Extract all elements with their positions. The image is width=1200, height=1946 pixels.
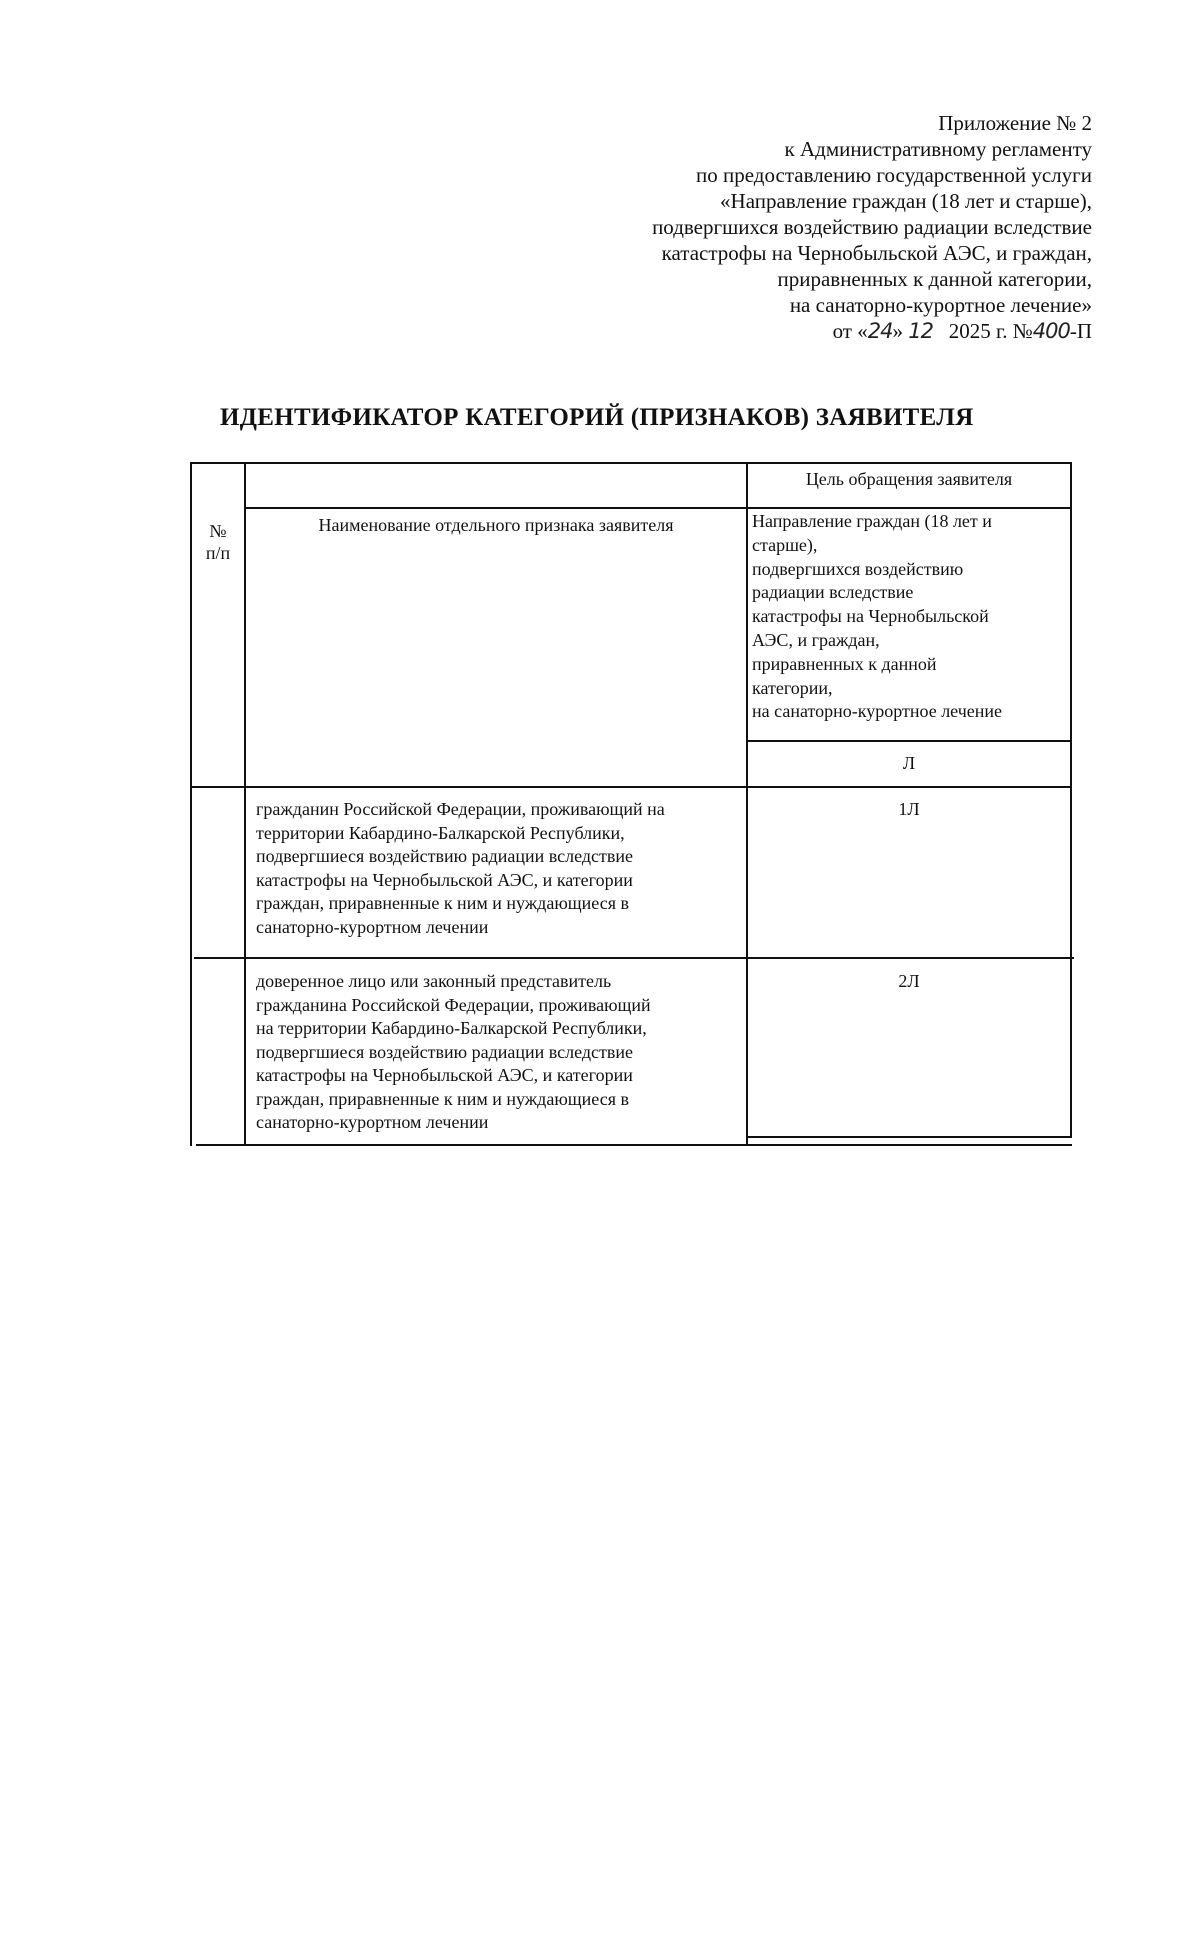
table-border-right — [1070, 462, 1072, 1138]
row-line: санаторно-курортном лечении — [256, 1112, 489, 1132]
row-description — [256, 798, 746, 939]
goal-code: Л — [902, 753, 916, 773]
table-rule — [748, 1136, 1072, 1138]
table-col-divider — [244, 462, 246, 1146]
goal-description — [752, 510, 1068, 724]
appendix-header — [652, 110, 1092, 344]
appendix-ref-line: на санаторно-курортное лечение» — [789, 293, 1092, 317]
appendix-number: Приложение № 2 — [938, 111, 1092, 135]
table-rule — [194, 957, 1074, 959]
appendix-ref-line: к Административному регламенту — [784, 137, 1092, 161]
row-code: 2Л — [898, 971, 920, 991]
row-line: санаторно-курортном лечении — [256, 916, 489, 937]
goal-line: приравненных к данной — [752, 653, 937, 674]
row-line: территории Кабардино-Балкарской Республики, — [256, 822, 625, 843]
row-line: катастрофы на Чернобыльской АЭС, и категории — [256, 1065, 633, 1085]
table-rule — [192, 786, 1072, 788]
table-header-number — [192, 520, 244, 564]
appendix-ref-line: по предоставлению государственной услуги — [696, 163, 1092, 187]
number-sign: № — [209, 521, 227, 541]
table-border-top — [190, 462, 1072, 464]
appendix-ref-line: «Направление граждан (18 лет и старше), — [720, 189, 1092, 213]
date-suffix: -П — [1069, 319, 1092, 343]
row-line: катастрофы на Чернобыльской АЭС, и категории — [256, 869, 633, 890]
table-border-left — [190, 462, 192, 1146]
handwritten-number: 400 — [1032, 319, 1070, 343]
appendix-ref-line: катастрофы на Чернобыльской АЭС, и граждан, — [661, 241, 1092, 265]
table-rule — [748, 740, 1072, 742]
handwritten-day: 24 — [867, 319, 893, 343]
row-line: подвергшиеся воздействию радиации вследствие — [256, 1041, 634, 1062]
goal-line: катастрофы на Чернобыльской — [752, 606, 989, 627]
goal-line: Направление граждан (18 лет и — [752, 511, 992, 531]
table-header-name: Наименование отдельного признака заявителя — [318, 515, 674, 535]
goal-line: на санаторно-курортное лечение — [752, 701, 1003, 722]
goal-line: старше), — [752, 534, 818, 555]
goal-line: категории, — [752, 677, 833, 698]
row-line: гражданина Российской Федерации, проживающий — [256, 994, 651, 1015]
row-line: граждан, приравненные к ним и нуждающиеся в — [256, 893, 629, 913]
row-line: на территории Кабардино-Балкарской Республики, — [256, 1018, 647, 1038]
appendix-date-line — [652, 318, 1092, 344]
appendix-ref-line: подвергшихся воздействию радиации вследствие — [652, 215, 1092, 239]
row-description — [256, 970, 746, 1135]
number-abbr: п/п — [205, 543, 231, 563]
row-line: подвергшиеся воздействию радиации вследствие — [256, 846, 634, 866]
goal-line: АЭС, и граждан, — [752, 629, 880, 650]
table-border-bottom — [196, 1144, 1072, 1146]
document-title: ИДЕНТИФИКАТОР КАТЕГОРИЙ (ПРИЗНАКОВ) ЗАЯВИТЕЛЯ — [220, 404, 974, 431]
date-year: 2025 г. № — [948, 319, 1033, 343]
date-prefix: от « — [832, 319, 868, 343]
table-rule — [244, 507, 1072, 509]
appendix-ref-line: приравненных к данной категории, — [777, 267, 1092, 291]
date-sep: » — [892, 319, 903, 343]
row-code: 1Л — [898, 799, 920, 819]
goal-line: подвергшихся воздействию — [752, 558, 964, 579]
row-line: доверенное лицо или законный представитель — [256, 971, 612, 991]
goal-line: радиации вследствие — [752, 582, 914, 603]
row-line: граждан, приравненные к ним и нуждающиеся в — [256, 1088, 629, 1109]
table-header-goal: Цель обращения заявителя — [805, 469, 1013, 489]
row-line: гражданин Российской Федерации, проживающий на — [256, 799, 665, 819]
handwritten-month: 12 — [908, 319, 933, 343]
